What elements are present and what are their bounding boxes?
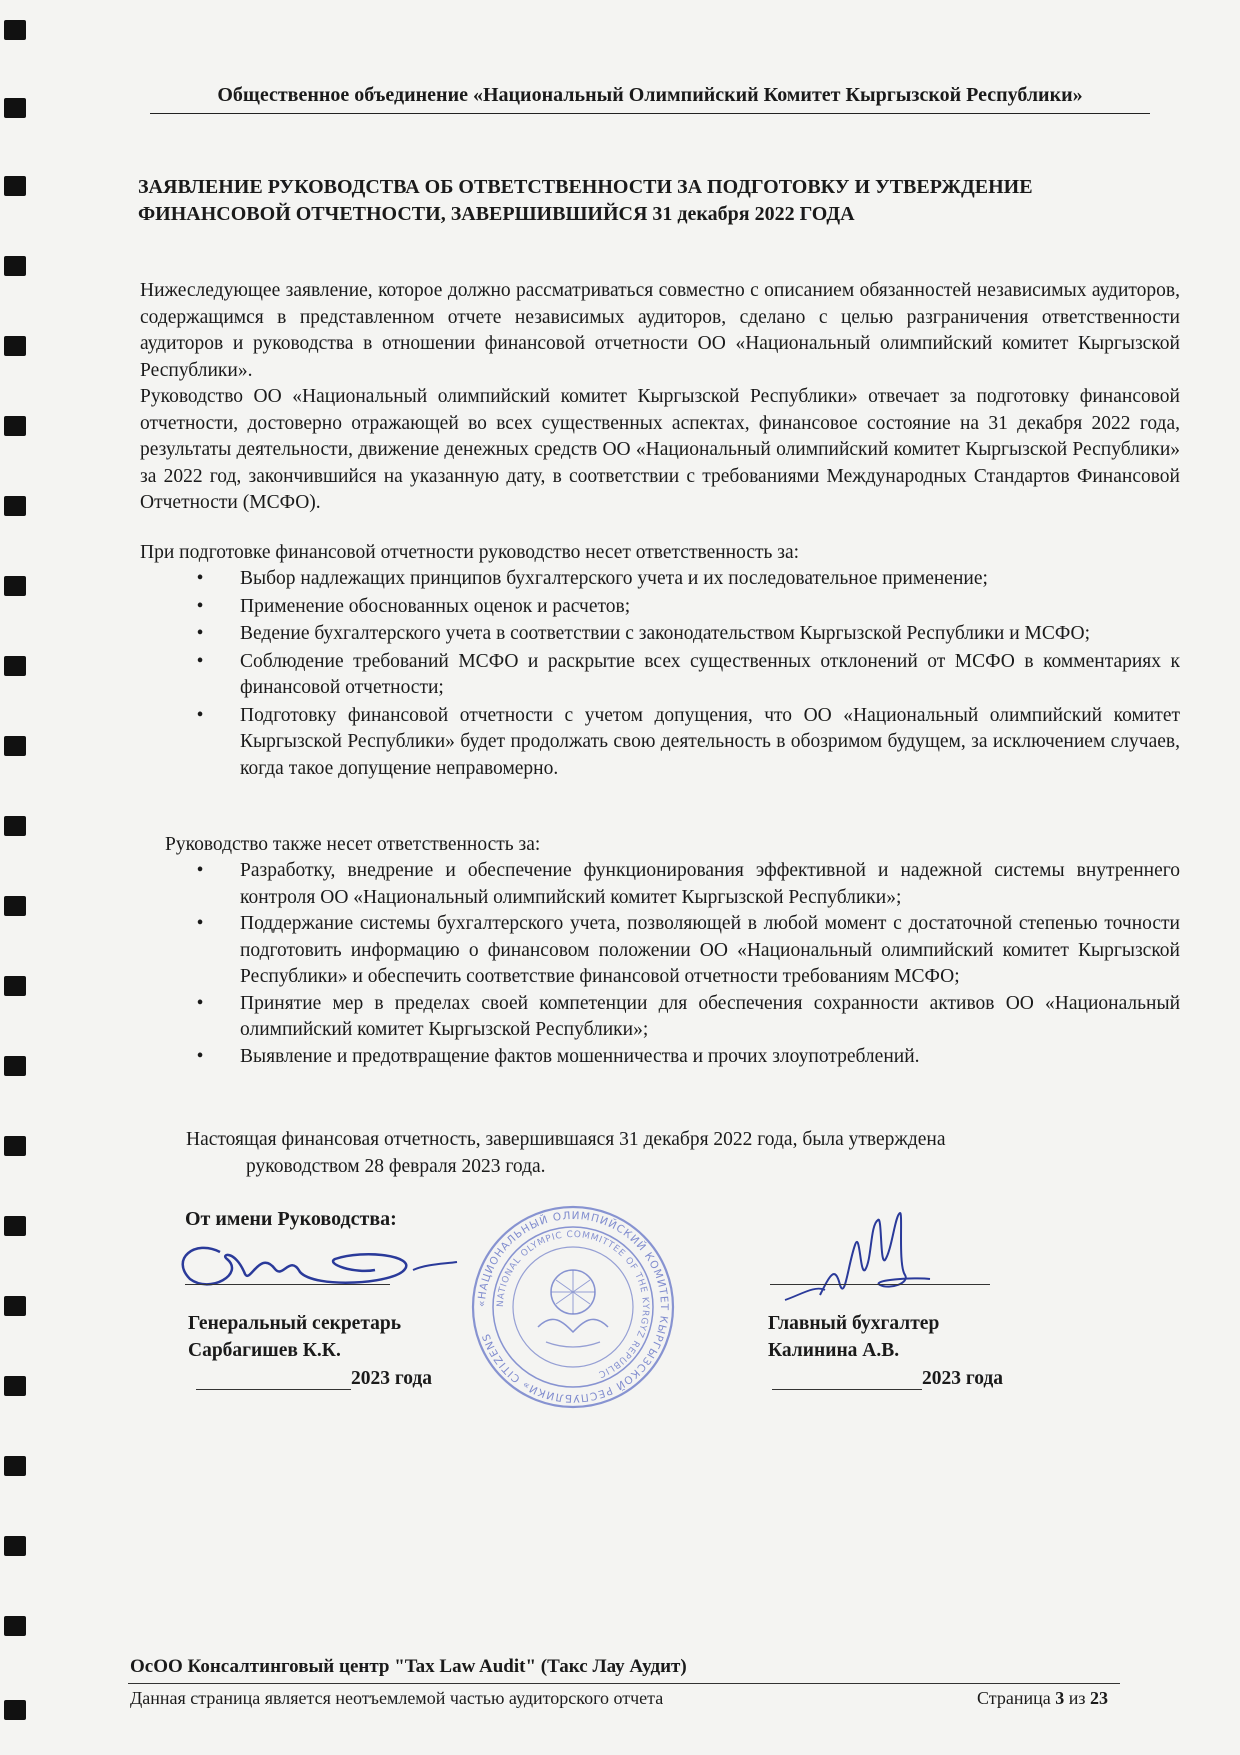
signatory-left-name: Сарбагишев К.К. — [188, 1340, 341, 1361]
bullet-icon: • — [196, 913, 204, 934]
date-field-right: 2023 года — [772, 1368, 1003, 1390]
date-field-left: 2023 года — [196, 1368, 432, 1390]
seal-icon — [468, 1202, 678, 1412]
list-item: • Соблюдение требований МСФО и раскрытие всех существенных отклонений от МСФО в комментариях к финансовой отчетности; — [240, 649, 1180, 702]
on-behalf-label: От имени Руководства: — [185, 1208, 397, 1230]
bullet-icon: • — [196, 568, 204, 589]
bullet-icon: • — [196, 623, 204, 644]
also-responsible-lead: Руководство также несет ответственность за: — [165, 834, 541, 855]
signature-line-left — [185, 1284, 390, 1285]
bullet-icon: • — [196, 1045, 204, 1067]
bullet-icon: • — [196, 704, 204, 726]
svg-text:«НАЦИОНАЛЬНЫЙ ОЛИМПИЙСКИЙ КОМИ: «НАЦИОНАЛЬНЫЙ ОЛИМПИЙСКИЙ КОМИТЕТ КЫРГЫЗСКОЙ РЕСПУБЛИКИ» CITIZENS — [475, 1209, 671, 1405]
signature-right-icon — [780, 1205, 940, 1315]
bullet-icon: • — [196, 595, 204, 617]
bullet-icon: • — [196, 860, 204, 881]
list-item: • Подготовку финансовой отчетности с учетом допущения, что ОО «Национальный олимпийский комитет Кыргызской Республики» будет продолжать свою деятельность в обозримом будущем, за исключением случаев, когда такое допущение неправомерно. — [240, 703, 1180, 783]
document-header: Общественное объединение «Национальный Олимпийский Комитет Кыргызской Республики» — [150, 84, 1150, 114]
bullet-icon: • — [196, 650, 204, 672]
bullet-icon: • — [196, 992, 204, 1014]
approval-statement: Настоящая финансовая отчетность, завершившаяся 31 декабря 2022 года, была утверждена руководством 28 февраля 2023 года. — [186, 1129, 946, 1177]
intro-paragraph: Нижеследующее заявление, которое должно рассматриваться совместно с описанием обязанностей независимых аудиторов, содержащимся в представленном отчете независимых аудиторов, сделано с целью разграничения ответственности аудиторов и руководства в отношении финансовой отчетности ОО «Национальный олимпийский комитет Кыргызской Республики». — [140, 280, 1180, 381]
signature-left-icon — [165, 1234, 465, 1304]
organization-seal — [468, 1202, 678, 1412]
list-item: • Принятие мер в пределах своей компетенции для обеспечения сохранности активов ОО «Национальный олимпийский комитет Кыргызской Республики»; — [240, 991, 1180, 1044]
signatory-left — [188, 1310, 401, 1364]
svg-text:NATIONAL OLYMPIC COMMITTEE OF: NATIONAL OLYMPIC COMMITTEE OF THE KYRGYZ REPUBLIC — [495, 1229, 651, 1380]
footer-divider — [128, 1683, 1120, 1684]
responsibility-paragraph: Руководство ОО «Национальный олимпийский комитет Кыргызской Республики» отвечает за подготовку финансовой отчетности, достоверно отражающей во всех существенных аспектах, финансовое состояние на 31 декабря 2022 года, результаты деятельности, движение денежных средств ОО «Национальный олимпийский комитет Кыргызской Республики» за 2022 год, закончившийся на указанную дату, в соответствии с требованиями Международных Стандартов Финансовой Отчетности (МСФО). — [140, 386, 1180, 513]
list-item: • Выбор надлежащих принципов бухгалтерского учета и их последовательное применение; — [240, 566, 1180, 593]
list-item: • Выявление и предотвращение фактов мошенничества и прочих злоупотреблений. — [240, 1044, 1180, 1071]
signatory-right-name: Калинина А.В. — [768, 1340, 900, 1361]
auditor-firm: ОсОО Консалтинговый центр "Tax Law Audit" (Такс Лау Аудит) — [130, 1656, 687, 1677]
list-item: • Поддержание системы бухгалтерского учета, позволяющей в любой момент с достаточной степенью точности подготовить информацию о финансовом положении ОО «Национальный олимпийский комитет Кыргызской Республики» и обеспечить соответствие финансовой отчетности требованиям МСФО; — [240, 911, 1180, 991]
signature-line-right — [770, 1284, 990, 1285]
list-item: • Разработку, внедрение и обеспечение функционирования эффективной и надежной системы внутреннего контроля ОО «Национальный олимпийский комитет Кыргызской Республики»; — [240, 858, 1180, 911]
preparation-list — [196, 566, 1180, 783]
page-number: Страница 3 из 23 — [977, 1688, 1108, 1708]
list-item: • Ведение бухгалтерского учета в соответствии с законодательством Кыргызской Республики и МСФО; — [240, 621, 1180, 648]
footer-note: Данная страница является неотъемлемой частью аудиторского отчета Страница 3 из 23 — [130, 1688, 1108, 1708]
signatory-right-position: Главный бухгалтер — [768, 1313, 940, 1334]
signatory-right — [768, 1310, 939, 1364]
list-item: • Применение обоснованных оценок и расчетов; — [240, 594, 1180, 621]
binding-holes — [0, 0, 40, 1755]
page-title: ЗАЯВЛЕНИЕ РУКОВОДСТВА ОБ ОТВЕТСТВЕННОСТИ ЗА ПОДГОТОВКУ И УТВЕРЖДЕНИЕ ФИНАНСОВОЙ ОТЧЕТНОСТИ, ЗАВЕРШИВШИЙСЯ 31 декабря 2022 ГОДА — [138, 176, 1033, 225]
signatory-left-position: Генеральный секретарь — [188, 1313, 402, 1334]
preparation-lead: При подготовке финансовой отчетности руководство несет ответственность за: — [140, 542, 800, 563]
also-responsible-list — [196, 858, 1180, 1070]
